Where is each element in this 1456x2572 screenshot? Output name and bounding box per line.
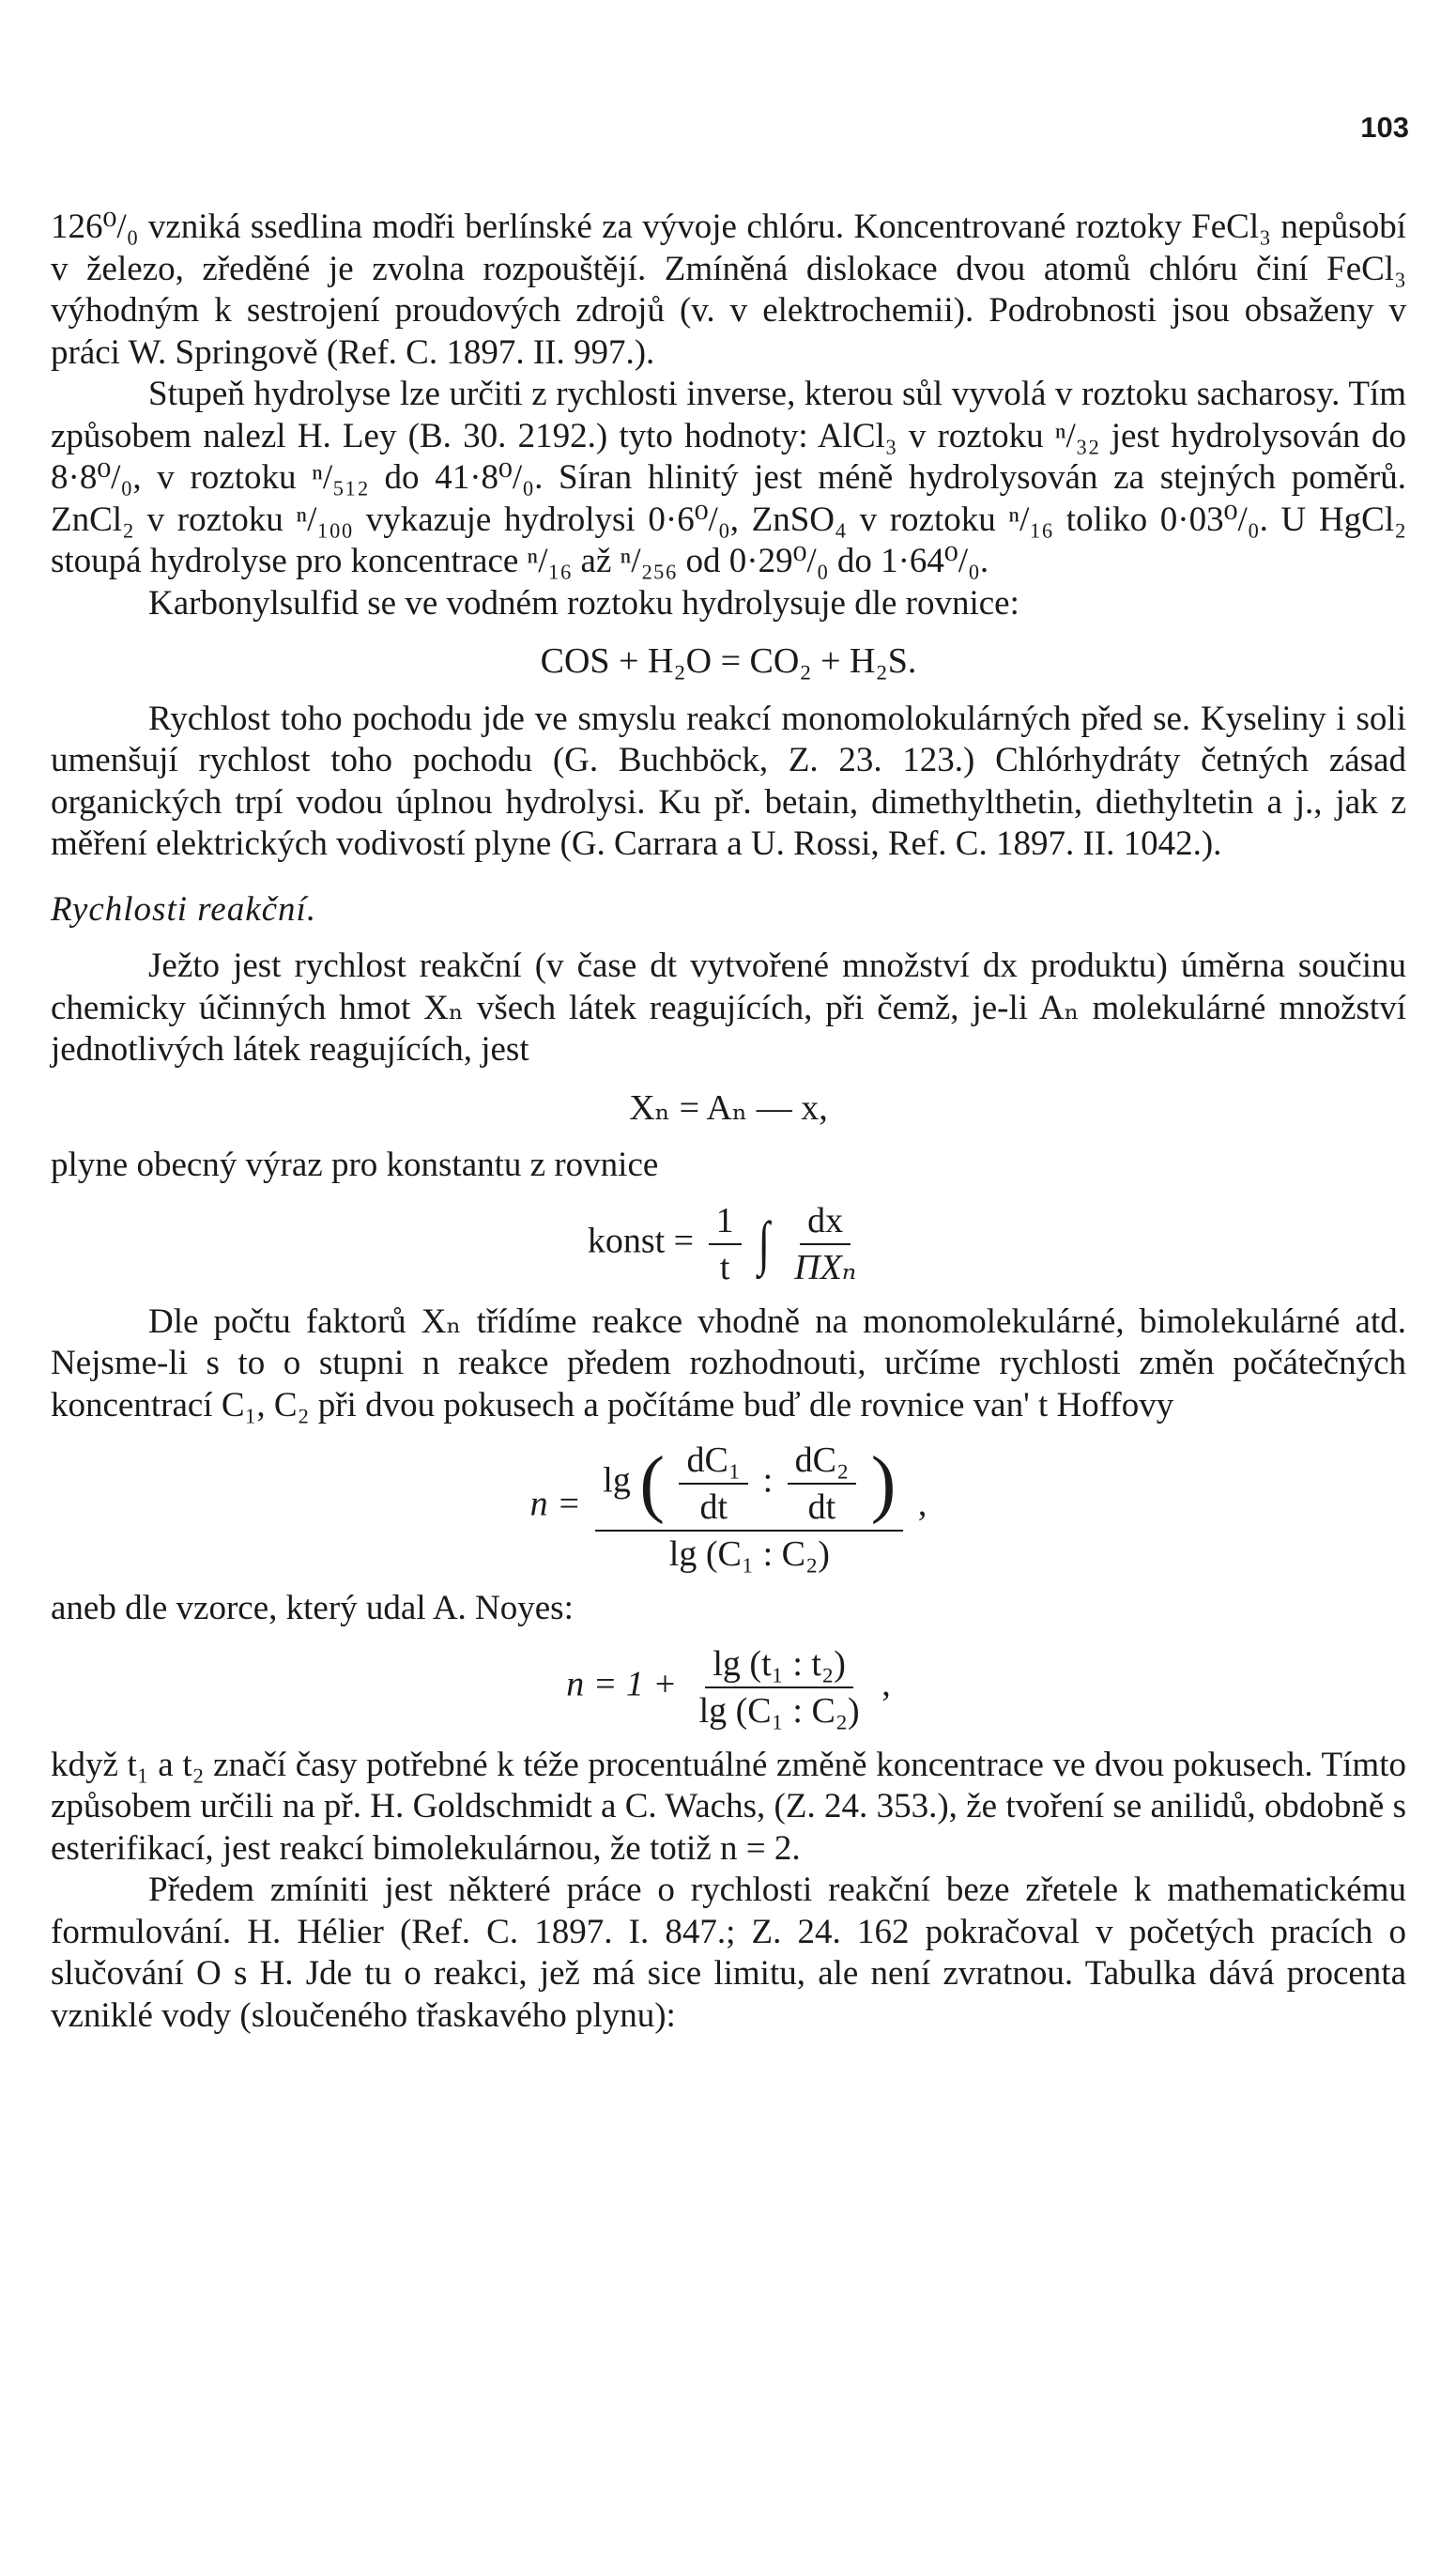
equation-noyes (51, 1643, 1406, 1732)
paragraph-4: Rychlost toho pochodu jde ve smyslu reakcí monomolokulárných před se. Kyseliny i soli umenšují rychlost toho pochodu (G. Buchböck, Z. 23. 123.) Chlórhydráty četných zásad organických trpí vodou úplnou hydrolysi. Ku př. betain, dimethylthetin, diethyltetin a j., jak z měření elektrických vodivostí plyne (G. Carrara a U. Rossi, Ref. C. 1897. II. 1042.). (51, 699, 1406, 863)
eq5-end: , (881, 1664, 891, 1704)
equation-cos-hydrolysis: COS + H₂O = CO₂ + H₂S. (540, 641, 917, 681)
eq3-integrand (787, 1200, 864, 1288)
paragraph-9: když t₁ a t₂ značí časy potřebné k téže procentuálné změně koncentrace ve dvou pokusech. Tímto způsobem určili na př. H. Goldschmidt a C. Wachs, (Z. 24. 353.), že tvoření se anilidů, obdobně s esterifikací, jest reakcí bimolekulárnou, že totiž n = 2. (51, 1745, 1406, 1868)
eq5-num: lg (t₁ : t₂) (705, 1643, 853, 1688)
eq3-num: 1 (709, 1200, 742, 1245)
eq4-denominator: lg (C₁ : C₂) (668, 1534, 830, 1574)
eq4-paren-close: ) (870, 1442, 897, 1525)
eq3-int-den: ΠXₙ (794, 1247, 857, 1287)
equation-vant-hoff (51, 1440, 1406, 1575)
eq4-b (788, 1440, 857, 1528)
eq4-paren-open: ( (639, 1442, 665, 1525)
paragraph-2: Stupeň hydrolyse lze určiti z rychlosti inverse, kterou sůl vyvolá v roztoku sacharosy. Tím způsobem nalezl H. Ley (B. 30. 2192.) tyto hodnoty: AlCl₃ v roztoku ⁿ/₃₂ jest hydrolysován do 8·8⁰/₀, v roztoku ⁿ/₅₁₂ do 41·8⁰/₀. Síran hlinitý jest méně hydrolysován za stejných poměrů. ZnCl₂ v roztoku ⁿ/₁₀₀ vykazuje hydrolysi 0·6⁰/₀, ZnSO₄ v roztoku ⁿ/₁₆ toliko 0·03⁰/₀. U HgCl₂ stoupá hydrolyse pro koncentrace ⁿ/₁₆ až ⁿ/₂₅₆ od 0·29⁰/₀ do 1·64⁰/₀. (51, 375, 1406, 580)
eq4-lhs: n = (529, 1484, 581, 1524)
eq5-lhs: n = 1 + (566, 1664, 678, 1704)
paragraph-5: Ježto jest rychlost reakční (v čase dt vytvořené množství dx produktu) úměrna součinu chemicky účinných hmot Xₙ všech látek reagujících, při čemž, je-li Aₙ molekulárné množství jednotlivých látek reagujících, jest (51, 947, 1406, 1069)
eq4-end: , (917, 1484, 927, 1524)
equation-xn: Xₙ = Aₙ — x, (629, 1087, 828, 1128)
eq3-fraction (709, 1200, 742, 1288)
paragraph-8: aneb dle vzorce, který udal A. Noyes: (51, 1589, 574, 1627)
paragraph-1: 126⁰/₀ vzniká ssedlina modři berlínské za vývoje chlóru. Koncentrované roztoky FeCl₃ nepůsobí v železo, zředěné je zvolna rozpouštějí. Zmíněná dislokace dvou atomů chlóru činí FeCl₃ výhodným k sestrojení proudových zdrojů (v. v elektrochemii). Podrobnosti jsou obsaženy v práci W. Springově (Ref. C. 1897. II. 997.). (51, 208, 1406, 372)
eq3-lhs: konst = (587, 1221, 695, 1261)
eq4-a-num: dC₁ (679, 1440, 748, 1485)
eq4-numerator (595, 1440, 903, 1532)
eq3-int-num: dx (800, 1200, 851, 1245)
eq4-colon: : (762, 1460, 774, 1501)
eq4-b-num: dC₂ (788, 1440, 857, 1485)
eq5-den: lg (C₁ : C₂) (698, 1690, 860, 1731)
paragraph-7: Dle počtu faktorů Xₙ třídíme reakce vhodně na monomolekulárné, bimolekulárné atd. Nejsme-li s to o stupni n reakce předem rozhodnouti, určíme rychlosti změn počátečných koncentrací C₁, C₂ při dvou pokusech a počítáme buď dle rovnice van' t Hoffovy (51, 1301, 1406, 1425)
paragraph-10: Předem zmíniti jest některé práce o rychlosti reakční beze zřetele k mathematickému formulování. H. Hélier (Ref. C. 1897. I. 847.; Z. 24. 162 pokračoval v početých pracích o slučování O s H. Jde tu o reakci, jež má sice limitu, ale není zvratnou. Tabulka dává procenta vzniklé vody (sloučeného třaskavého plynu): (51, 1871, 1406, 2035)
integral-sign: ∫ (758, 1209, 770, 1277)
eq4-a-den: dt (699, 1487, 728, 1527)
equation-konst (51, 1200, 1406, 1288)
section-heading: Rychlosti reakční. (51, 889, 317, 929)
eq4-fraction (595, 1440, 903, 1575)
eq3-den: t (719, 1247, 730, 1287)
eq5-fraction (692, 1643, 867, 1732)
paragraph-3: Karbonylsulfid se ve vodném roztoku hydrolysuje dle rovnice: (148, 583, 1019, 623)
eq4-a (679, 1440, 748, 1528)
eq4-b-den: dt (807, 1487, 836, 1527)
paragraph-6: plyne obecný výraz pro konstantu z rovnice (51, 1146, 659, 1184)
page-body (51, 207, 1406, 2037)
page-number: 103 (1360, 111, 1409, 144)
eq4-lg: lg (603, 1460, 631, 1501)
